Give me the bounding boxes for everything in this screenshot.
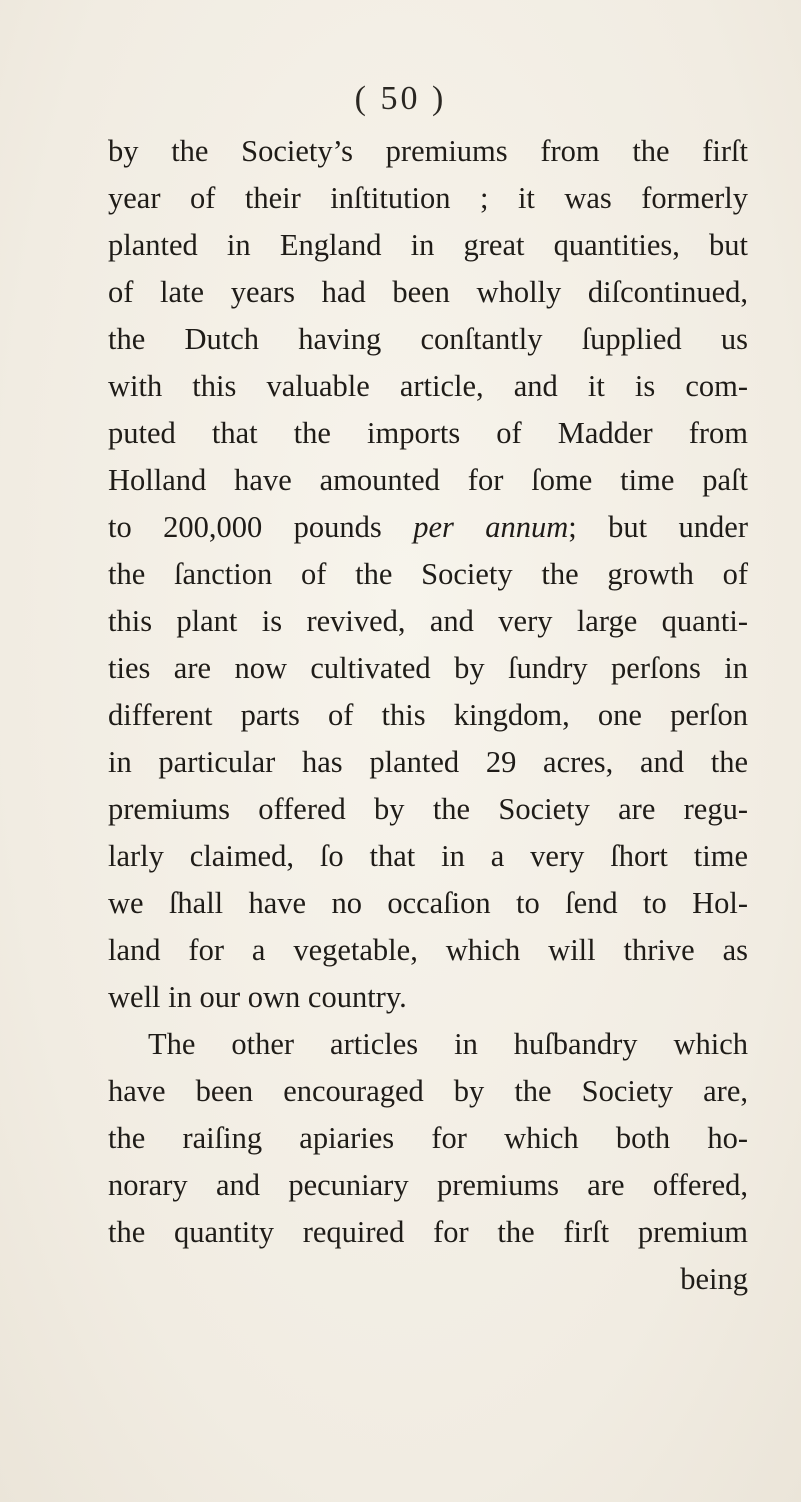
text-line: the Dutch having conſtantly ſupplied us [108,322,748,356]
text-line: different parts of this kingdom, one perſon [108,698,748,732]
text-line: land for a vegetable, which will thrive as [108,933,748,967]
text-segment: to 200,000 pounds [108,510,414,544]
text-line: planted in England in great quantities, but [108,228,748,262]
text-line: the ſanction of the Society the growth of [108,557,748,591]
text-line: the quantity required for the firſt premium [108,1215,748,1249]
text-line: with this valuable article, and it is com- [108,369,748,403]
text-line: larly claimed, ſo that in a very ſhort time [108,839,748,873]
text-segment: ; but under [568,510,748,544]
italic-phrase: per annum [413,510,569,544]
page-number: ( 50 ) [354,80,447,117]
text-line: ties are now cultivated by ſundry perſons in [108,651,748,685]
text-line: Holland have amounted for ſome time paſt [108,463,748,497]
text-line: puted that the imports of Madder from [108,416,748,450]
text-line: norary and pecuniary premiums are offered, [108,1168,748,1202]
text-line: have been encouraged by the Society are, [108,1074,748,1108]
text-line: this plant is revived, and very large quanti- [108,604,748,638]
catchword: being [680,1262,748,1296]
text-line: the raiſing apiaries for which both ho- [108,1121,748,1155]
text-line [108,504,748,551]
text-line: of late years had been wholly diſcontinued, [108,275,748,309]
text-line: well in our own country. [108,980,407,1014]
body-text [108,128,748,1303]
text-line: by the Society’s premiums from the firſt [108,134,748,168]
text-line: premiums offered by the Society are regu- [108,792,748,826]
text-line: we ſhall have no occaſion to ſend to Hol- [108,886,748,920]
text-line: in particular has planted 29 acres, and the [108,745,748,779]
text-line: The other articles in huſbandry which [148,1027,748,1061]
text-line: year of their inſtitution ; it was formerly [108,181,748,215]
